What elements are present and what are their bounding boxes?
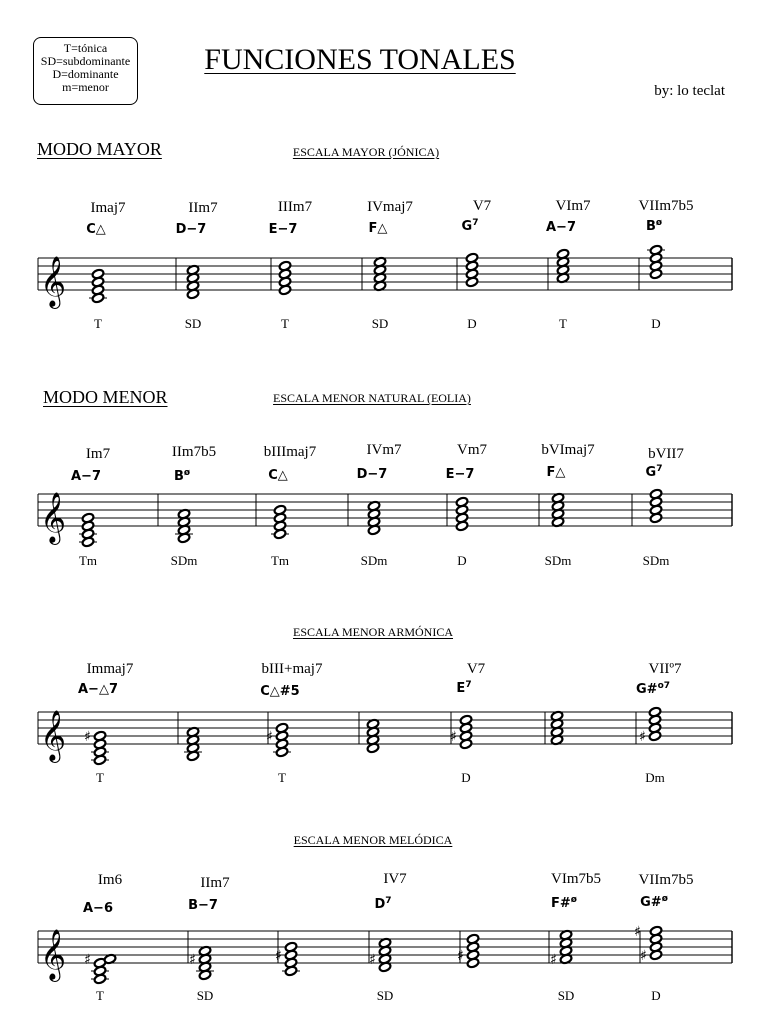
chord-symbol: $G^7$ — [645, 464, 663, 480]
chord-function-label: SDm — [360, 553, 388, 568]
page-title: FUNCIONES TONALES — [204, 43, 516, 76]
chord-symbol: C△#5 — [260, 684, 300, 699]
chord-degree-label: IIm7 — [188, 200, 218, 216]
chord-symbol: $B^ø$ — [645, 218, 663, 234]
chord-symbol: G#$^{o7}$ — [635, 681, 671, 697]
sharp-accidental-icon: ♯ — [84, 952, 91, 968]
chord-symbol: F#$^ø$ — [551, 895, 577, 911]
chord-symbol: A−△7 — [78, 682, 118, 697]
chord-degree-label: VIm7b5 — [551, 871, 601, 887]
legend-line-tonic: T=tónica — [63, 41, 108, 55]
chord-degree-label: IV7 — [383, 871, 407, 887]
chord-symbol: A−7 — [546, 220, 576, 235]
chord-function-label: SDm — [642, 553, 670, 568]
chord-degree-label: V7 — [472, 198, 492, 214]
chord-function-label: SDm — [544, 553, 572, 568]
scale-title-melodic-minor: ESCALA MENOR MELÓDICA — [293, 833, 453, 847]
chord-symbol: $G^7$ — [461, 218, 479, 234]
chord-function-label: T — [559, 316, 567, 331]
chord-symbol: E−7 — [268, 222, 298, 237]
sharp-accidental-icon: ♯ — [457, 948, 464, 964]
chord-function-label: T — [281, 316, 289, 331]
chord-function-label: SD — [196, 988, 214, 1003]
chord-degree-label: bIIImaj7 — [263, 444, 317, 460]
chord-function-label: T — [96, 988, 104, 1003]
scale-title-harmonic-minor: ESCALA MENOR ARMÓNICA — [292, 625, 454, 639]
legend-line-dominant: D=dominante — [52, 67, 119, 81]
chord-symbol: D−7 — [356, 467, 388, 482]
chord-symbol: E−7 — [445, 467, 475, 482]
chord-degree-label: VIIm7b5 — [638, 198, 694, 214]
section-heading-minor: MODO MENOR — [43, 387, 168, 407]
treble-clef-icon: 𝄞 — [40, 710, 67, 761]
chord-degree-label: Immaj7 — [86, 661, 134, 677]
chord-degree-label: Im6 — [97, 872, 123, 888]
chord-function-label: D — [651, 316, 661, 331]
chord-degree-label: IIm7 — [200, 875, 230, 891]
chord-symbol: C△ — [86, 222, 106, 237]
section-heading-major: MODO MAYOR — [37, 139, 162, 159]
sharp-accidental-icon: ♯ — [550, 952, 557, 968]
chord-degree-label: VIm7 — [555, 198, 591, 214]
chord-symbol: B−7 — [188, 898, 218, 913]
chord-function-label: SDm — [170, 553, 198, 568]
chord-degree-label: IIIm7 — [277, 199, 313, 215]
sharp-accidental-icon: ♯ — [275, 948, 282, 964]
chord-function-label: T — [278, 770, 286, 785]
sharp-accidental-icon: ♯ — [189, 952, 196, 968]
chord-degree-label: IVm7 — [366, 442, 402, 458]
chord-symbol: $D^7$ — [374, 896, 392, 912]
sharp-accidental-icon: ♯ — [634, 924, 641, 940]
chord-symbol: D−7 — [175, 222, 207, 237]
chord-symbol: A−6 — [83, 901, 113, 916]
chord-degree-label: IIm7b5 — [171, 444, 217, 460]
author-credit: by: lo teclat — [654, 83, 725, 99]
chord-symbol: $B^ø$ — [173, 468, 191, 484]
chord-degree-label: VIIm7b5 — [638, 872, 694, 888]
chord-degree-label: Imaj7 — [90, 200, 126, 216]
scale-title-natural-minor: ESCALA MENOR NATURAL (EOLIA) — [273, 391, 471, 405]
treble-clef-icon: 𝄞 — [40, 256, 67, 307]
chord-function-label: D — [461, 770, 471, 785]
chord-degree-label: Vm7 — [457, 442, 487, 458]
chord-degree-label: bIII+maj7 — [261, 661, 323, 677]
sharp-accidental-icon: ♯ — [450, 729, 457, 745]
chord-symbol: F△ — [546, 465, 566, 480]
treble-clef-icon: 𝄞 — [40, 929, 67, 980]
sharp-accidental-icon: ♯ — [369, 952, 376, 968]
chord-symbol: A−7 — [71, 469, 101, 484]
treble-clef-icon: 𝄞 — [40, 492, 67, 543]
chord-degree-label: bVImaj7 — [541, 442, 595, 458]
chord-degree-label: bVII7 — [648, 446, 684, 462]
chord-function-label: D — [457, 553, 467, 568]
chord-function-label: D — [467, 316, 477, 331]
chord-symbol: $E^7$ — [456, 680, 472, 696]
chord-function-label: D — [651, 988, 661, 1003]
chord-function-label: SD — [184, 316, 202, 331]
chord-function-label: SD — [371, 316, 389, 331]
sharp-accidental-icon: ♯ — [639, 729, 646, 745]
chord-degree-label: Im7 — [85, 446, 111, 462]
chord-symbol: C△ — [268, 468, 288, 483]
chord-function-label: Tm — [270, 553, 290, 568]
chord-function-label: SD — [557, 988, 575, 1003]
chord-symbol: G#$^ø$ — [640, 894, 668, 910]
chord-function-label: T — [94, 316, 102, 331]
sharp-accidental-icon: ♯ — [84, 729, 91, 745]
legend-line-minor: m=menor — [62, 80, 109, 94]
chord-symbol: F△ — [368, 221, 388, 236]
chord-degree-label: VIIº7 — [648, 661, 682, 677]
chord-degree-label: V7 — [466, 661, 486, 677]
legend-line-subdominant: SD=subdominante — [40, 54, 131, 68]
sharp-accidental-icon: ♯ — [266, 729, 273, 745]
sharp-accidental-icon: ♯ — [640, 948, 647, 964]
chord-function-label: SD — [376, 988, 394, 1003]
chord-function-label: Dm — [645, 770, 665, 785]
chord-function-label: T — [96, 770, 104, 785]
chord-degree-label: IVmaj7 — [367, 199, 413, 215]
chord-function-label: Tm — [78, 553, 98, 568]
scale-title-major: ESCALA MAYOR (JÓNICA) — [292, 145, 440, 159]
